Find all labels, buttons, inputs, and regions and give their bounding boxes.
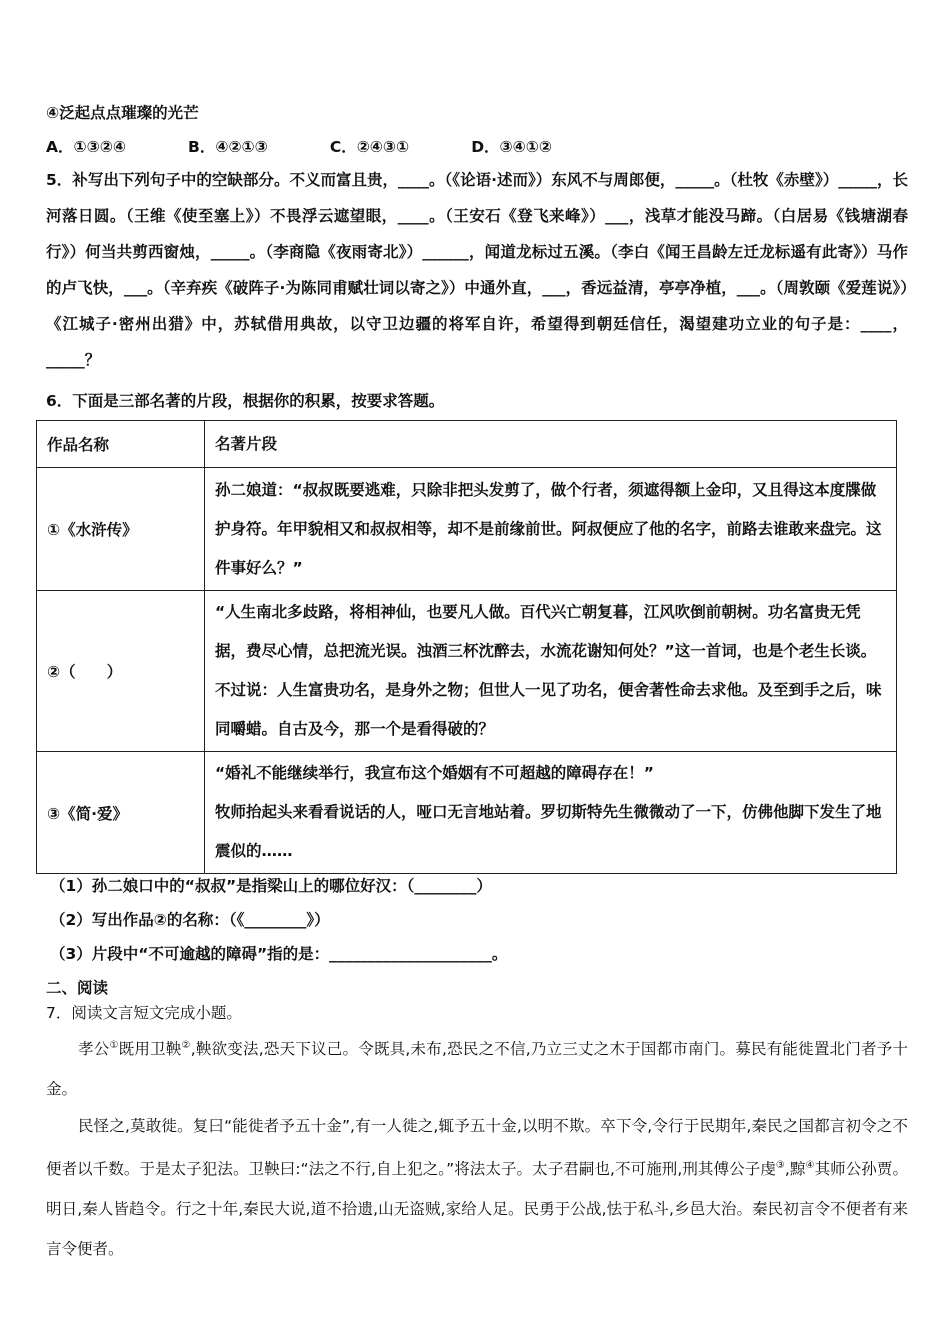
table-row — [37, 752, 897, 874]
work-name-1: ①《水浒传》 — [37, 468, 205, 591]
section-title-reading: 二、阅读 — [46, 979, 109, 997]
option-d: D．③④①② — [471, 138, 553, 156]
answer-options — [46, 137, 904, 157]
option-item-4: ④泛起点点璀璨的光芒 — [46, 104, 199, 122]
sub-question-3: （3）片段中“不可逾越的障碍”指的是：_____________________。 — [50, 945, 508, 963]
option-c: C．②④③① — [329, 138, 410, 156]
excerpt-1: 孙二娘道：“叔叔既要逃难，只除非把头发剪了，做个行者，须遮得额上金印，又且得这本度牒做护身符。年甲貌相又和叔叔相等，却不是前缘前世。阿叔便应了他的名字，前路去谁敢来盘完。这件事好么？” — [205, 468, 897, 591]
excerpt-3 — [205, 752, 897, 874]
sub-question-1: （1）孙二娘口中的“叔叔”是指梁山上的哪位好汉：（________） — [50, 877, 492, 895]
header-excerpt: 名著片段 — [205, 421, 897, 468]
header-work-name: 作品名称 — [37, 421, 205, 468]
work-name-2: ②（ ） — [37, 591, 205, 752]
work-name-3: ③《简·爱》 — [37, 752, 205, 874]
classical-paragraph-1: 孝公①既用卫鞅②,鞅欲变法,恐天下议己。令既具,未布,恐民之不信,乃立三丈之木于国都市南门。募民有能徙置北门者予十金。 — [46, 1040, 908, 1099]
works-table — [36, 420, 897, 874]
table-row — [37, 468, 897, 591]
option-b: B．④②①③ — [188, 138, 268, 156]
table-row — [37, 591, 897, 752]
excerpt-2: “人生南北多歧路，将相神仙，也要凡人做。百代兴亡朝复暮，江风吹倒前朝树。功名富贵无凭据，费尽心情，总把流光误。浊酒三杯沈醉去，水流花谢知何处？”这一首词，也是个老生长谈。不过说：人生富贵功名，是身外之物；但世人一见了功名，便舍著性命去求他。及至到手之后，味同嚼蜡。自古及今，那一个是看得破的？ — [205, 591, 897, 752]
option-a: A．①③②④ — [46, 138, 126, 156]
question-6-intro: 6．下面是三部名著的片段，根据你的积累，按要求答题。 — [46, 392, 445, 410]
excerpt-3-line1: “婚礼不能继续举行，我宣布这个婚姻有不可超越的障碍存在！” — [215, 764, 654, 782]
excerpt-3-line2: 牧师抬起头来看看说话的人，哑口无言地站着。罗切斯特先生微微动了一下，仿佛他脚下发生了地震似的…… — [215, 803, 882, 860]
sub-question-2: （2）写出作品②的名称：（《________》） — [50, 911, 330, 929]
question-7-intro: 7．阅读文言短文完成小题。 — [46, 1004, 242, 1022]
table-header-row — [37, 421, 897, 468]
question-5: 5．补写出下列句子中的空缺部分。不义而富且贵，____。（《论语·述而》）东风不与周郎便，_____。（杜牧《赤壁》）_____，长河落日圆。（王维《使至塞上》）不畏浮云遮望眼，____。（王安石《登飞来峰》）___，浅草才能没马蹄。（白居易《钱塘湖春行》）何当共剪西窗烛，_____。（李商隐《夜雨寄北》）______，闻道龙标过五溪。（李白《闻王昌龄左迁龙标遥有此寄》）马作的卢飞快，___。（辛弃疾《破阵子·为陈同甫赋壮词以寄之》）中通外直，___，香远益清，亭亭净植，___。（周敦颐《爱莲说》）《江城子·密州出猎》中，苏轼借用典故，以守卫边疆的将军自许，希望得到朝廷信任，渴望建功立业的句子是：____，_____？ — [46, 171, 908, 369]
classical-paragraph-2: 民怪之,莫敢徙。复曰“能徙者予五十金”,有一人徙之,辄予五十金,以明不欺。卒下令,令行于民期年,秦民之国都言初令之不便者以千数。于是太子犯法。卫鞅曰:“法之不行,自上犯之。”将法太子。太子君嗣也,不可施刑,刑其傅公子虔③,黥④其师公孙贾。明日,秦人皆趋令。行之十年,秦民大说,道不拾遗,山无盗贼,家给人足。民勇于公战,怯于私斗,乡邑大治。秦民初言令不便者有来言令便者。 — [46, 1117, 908, 1259]
